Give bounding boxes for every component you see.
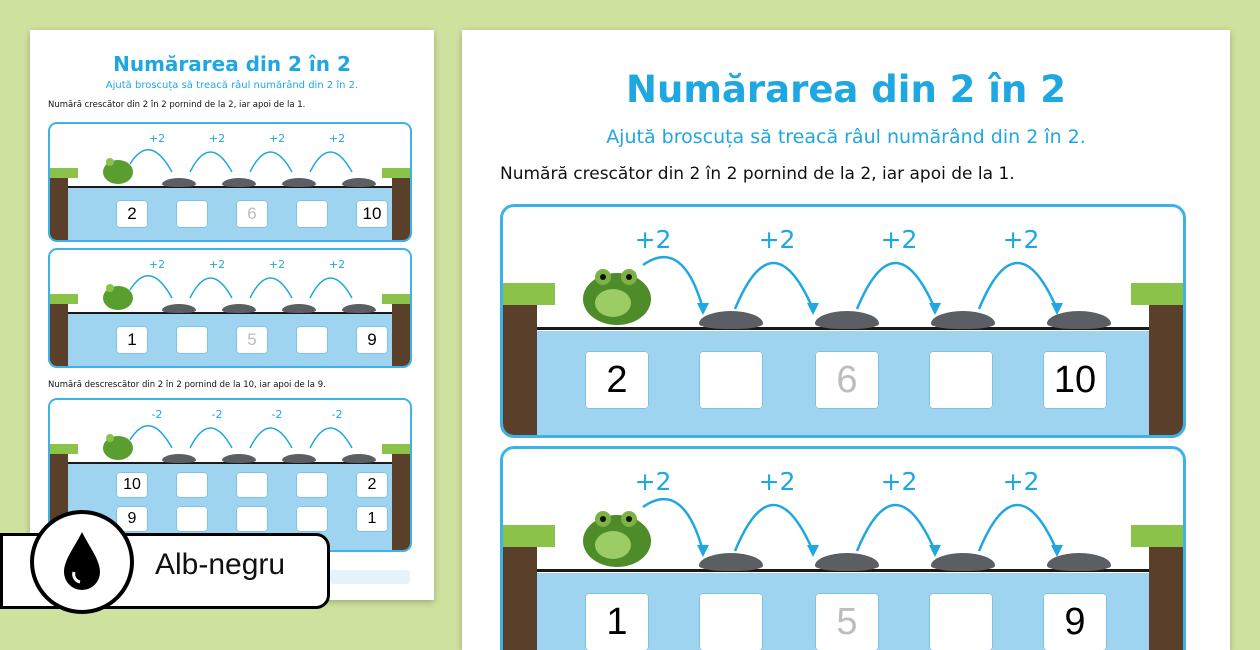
page-subtitle: Ajută broscuța să treacă râul numărând din 2 în 2.	[606, 126, 1086, 148]
number-box[interactable]: 10	[1041, 349, 1109, 411]
river-panel-2	[500, 446, 1186, 650]
number-box[interactable]	[234, 504, 270, 534]
badge-label: Alb-negru	[155, 548, 286, 581]
frog-icon	[583, 269, 651, 325]
number-box-hint[interactable]: 6	[234, 198, 270, 230]
number-box[interactable]: 1	[354, 504, 390, 534]
number-box[interactable]: 2	[114, 198, 150, 230]
number-box[interactable]	[294, 324, 330, 356]
thumb-river-panel-1	[48, 122, 412, 242]
frog-icon	[103, 434, 133, 460]
number-box[interactable]	[294, 504, 330, 534]
number-box[interactable]: 2	[583, 349, 651, 411]
jump-label: +2	[634, 225, 672, 254]
jump-label: -2	[211, 408, 223, 421]
number-box[interactable]: 1	[583, 591, 651, 650]
number-box[interactable]: 1	[114, 324, 150, 356]
jump-label: +2	[208, 258, 226, 271]
number-box[interactable]: 10	[354, 198, 390, 230]
jump-label: +2	[880, 467, 918, 496]
page-title: Numărarea din 2 în 2	[626, 68, 1066, 111]
number-box[interactable]	[927, 349, 995, 411]
jump-label: +2	[758, 225, 796, 254]
jump-label: -2	[151, 408, 163, 421]
river-panel-1	[500, 204, 1186, 438]
jump-label: +2	[148, 258, 166, 271]
badge-icon-circle	[30, 510, 134, 614]
instruction: Numără crescător din 2 în 2 pornind de la 2, iar apoi de la 1.	[500, 164, 1015, 184]
number-box[interactable]	[174, 470, 210, 500]
jump-label: +2	[268, 132, 286, 145]
frog-icon	[103, 284, 133, 310]
number-box-hint[interactable]: 5	[813, 591, 881, 650]
publisher-logo	[330, 570, 410, 584]
frog-icon	[583, 511, 651, 567]
number-box[interactable]	[697, 591, 765, 650]
thumb-river-panel-2	[48, 248, 412, 368]
jump-label: +2	[758, 467, 796, 496]
jump-label: +2	[634, 467, 672, 496]
frog-icon	[103, 158, 133, 184]
number-box-hint[interactable]: 5	[234, 324, 270, 356]
number-box[interactable]	[697, 349, 765, 411]
number-box[interactable]: 9	[114, 504, 150, 534]
jump-label: +2	[208, 132, 226, 145]
jump-label: +2	[328, 132, 346, 145]
number-box[interactable]: 10	[114, 470, 150, 500]
number-box[interactable]: 9	[354, 324, 390, 356]
number-box[interactable]	[174, 324, 210, 356]
jump-label: +2	[148, 132, 166, 145]
number-box[interactable]	[174, 504, 210, 534]
number-box[interactable]: 9	[1041, 591, 1109, 650]
jump-label: +2	[1002, 467, 1040, 496]
jump-label: -2	[331, 408, 343, 421]
thumb-title: Numărarea din 2 în 2	[113, 52, 351, 76]
thumb-instruction-up: Numără crescător din 2 în 2 pornind de la 2, iar apoi de la 1.	[48, 100, 306, 110]
number-box[interactable]: 2	[354, 470, 390, 500]
number-box[interactable]	[927, 591, 995, 650]
worksheet-preview	[462, 30, 1230, 650]
number-box[interactable]	[234, 470, 270, 500]
thumb-subtitle: Ajută broscuța să treacă râul numărând din 2 în 2.	[105, 80, 359, 91]
thumb-instruction-down: Numără descrescător din 2 în 2 pornind de la 10, iar apoi de la 9.	[48, 380, 326, 390]
jump-label: +2	[1002, 225, 1040, 254]
jump-label: -2	[271, 408, 283, 421]
number-box[interactable]	[294, 470, 330, 500]
jump-label: +2	[268, 258, 286, 271]
number-box[interactable]	[174, 198, 210, 230]
jump-label: +2	[880, 225, 918, 254]
ink-drop-icon	[34, 514, 130, 610]
number-box[interactable]	[294, 198, 330, 230]
number-box-hint[interactable]: 6	[813, 349, 881, 411]
jump-label: +2	[328, 258, 346, 271]
